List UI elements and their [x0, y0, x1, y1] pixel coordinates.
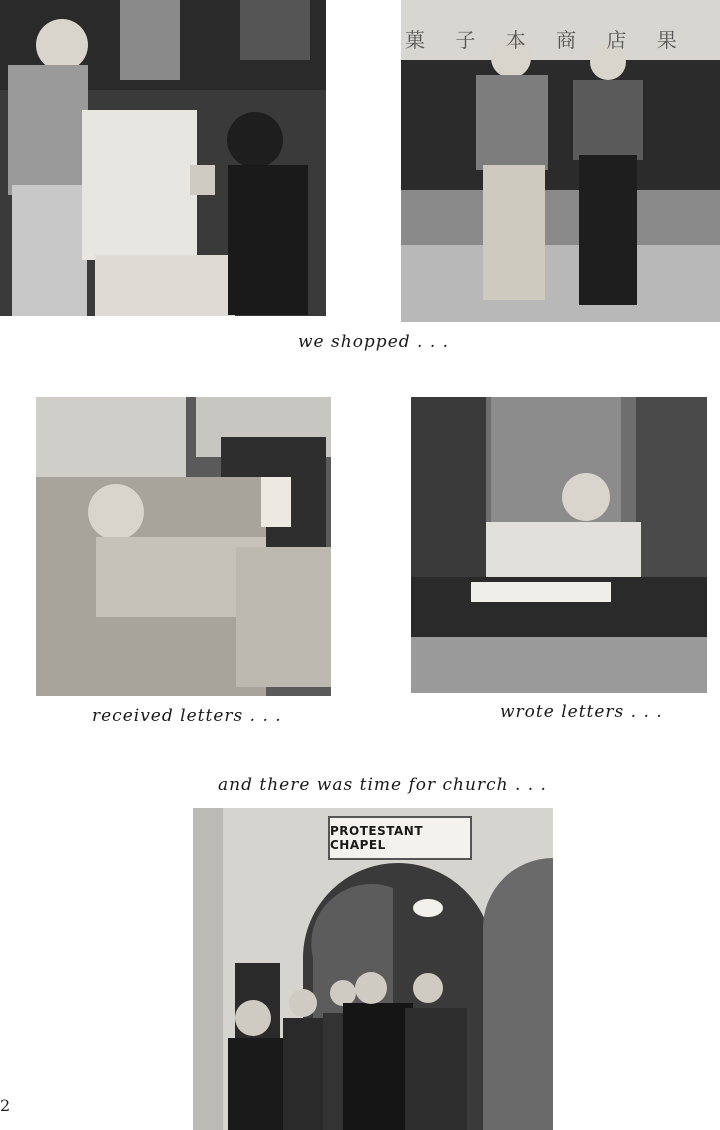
photo-wrote-letters: [411, 397, 707, 693]
chapel-sign: [328, 816, 472, 860]
caption-church: and there was time for church . . .: [218, 775, 547, 795]
photo-received-letters: [36, 397, 331, 696]
caption-we-shopped: we shopped . . .: [298, 332, 450, 352]
caption-wrote-letters: wrote letters . . .: [500, 702, 663, 722]
chapel-sign-text: PROTESTANT CHAPEL: [330, 824, 424, 852]
photo-shopping-clothes: [0, 0, 326, 316]
caption-received-letters: received letters . . .: [92, 706, 282, 726]
shop-sign-text: 菓 子 本 商 店 果: [405, 28, 689, 52]
page-number: 2: [0, 1096, 11, 1115]
